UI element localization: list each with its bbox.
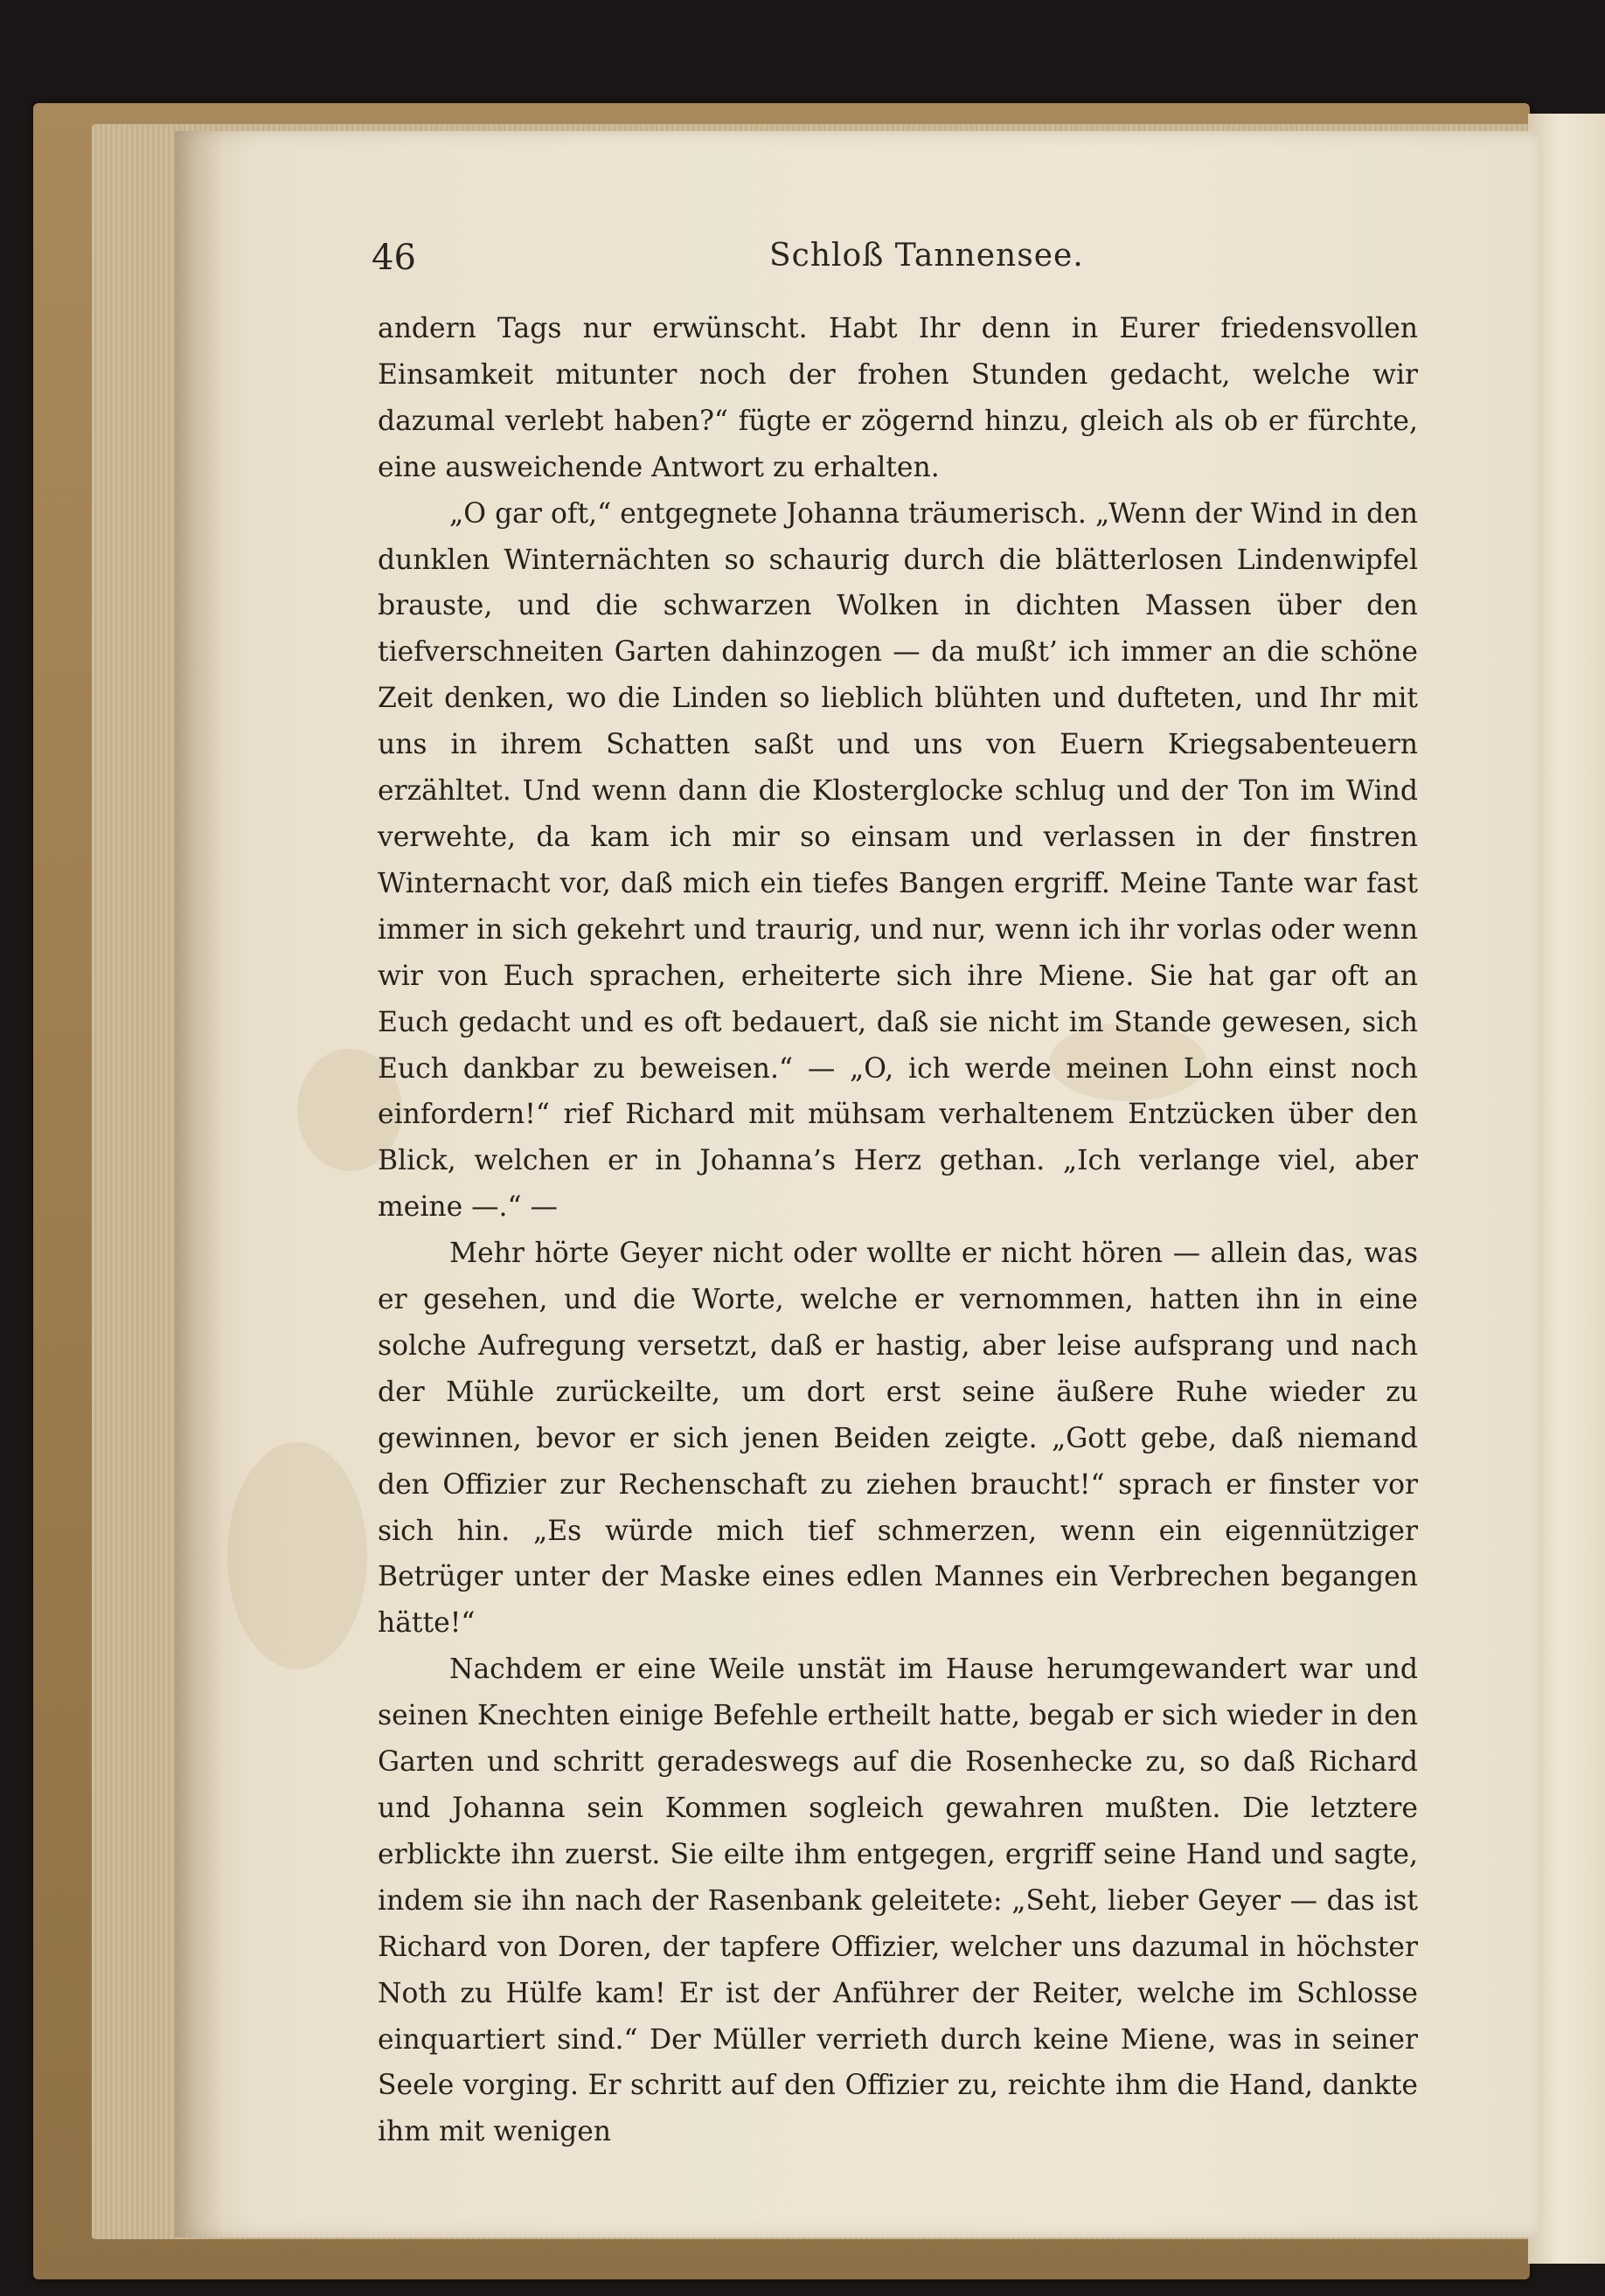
paragraph: Nachdem er eine Weile unstät im Hause herumgewandert war und seinen Knechten einige Befehle ertheilt hatte, begab er sich wieder in den Garten und schritt geradeswegs auf die Rosenhecke zu, so daß Richard und Johanna sein Kommen sogleich gewahren mußten. Die letztere erblickte ihn zuerst. Sie eilte ihm entgegen, ergriff seine Hand und sagte, indem sie ihn nach der Rasenbank geleitete: „Seht, lieber Geyer — das ist Richard von Doren, der tapfere Offizier, welcher uns dazumal in höchster Noth zu Hülfe kam! Er ist der Anführer der Reiter, welche im Schlosse einquartiert sind.“ Der Müller verrieth durch keine Miene, was in seiner Seele vorging. Er schritt auf den Offizier zu, reichte ihm die Hand, dankte ihm mit wenigen: [378, 1654, 1418, 2148]
page-edges-right: [1528, 114, 1605, 2264]
page-number: 46: [372, 238, 416, 278]
paragraph: andern Tags nur erwünscht. Habt Ihr denn in Eurer friedensvollen Einsamkeit mitunter noch der frohen Stunden gedacht, welche wir dazumal verlebt haben?“ fügte er zögernd hinzu, gleich als ob er fürchte, eine ausweichende Antwort zu erhalten.: [378, 313, 1418, 483]
running-head: [372, 229, 1421, 281]
paragraph: „O gar oft,“ entgegnete Johanna träumerisch. „Wenn der Wind in den dunklen Winternächten so schaurig durch die blätterlosen Lindenwipfel brauste, und die schwarzen Wolken in dichten Massen über den tiefverschneiten Garten dahinzogen — da mußt’ ich immer an die schöne Zeit denken, wo die Linden so lieblich blühten und dufteten, und Ihr mit uns in ihrem Schatten saßt und uns von Euern Kriegsabenteuern erzähltet. Und wenn dann die Klosterglocke schlug und der Ton im Wind verwehte, da kam ich mir so einsam und verlassen in der finstren Winternacht vor, daß mich ein tiefes Bangen ergriff. Meine Tante war fast immer in sich gekehrt und traurig, und nur, wenn ich ihr vorlas oder wenn wir von Euch sprachen, erheiterte sich ihre Miene. Sie hat gar oft an Euch gedacht und es oft bedauert, daß sie nicht im Stande gewesen, sich Euch dankbar zu beweisen.“ — „O, ich werde meinen Lohn einst noch einfordern!“ rief Richard mit mühsam verhaltenem Entzücken über den Blick, welchen er in Johanna’s Herz gethan. „Ich verlange viel, aber meine —.“ —: [378, 497, 1418, 1224]
body-text: [378, 306, 1418, 2155]
paper-stain: [227, 1442, 367, 1669]
running-title: Schloß Tannensee.: [769, 238, 1084, 274]
paragraph: Mehr hörte Geyer nicht oder wollte er nicht hören — allein das, was er gesehen, und die Worte, welche er vernommen, hatten ihn in eine solche Aufregung versetzt, daß er hastig, aber leise aufsprang und nach der Mühle zurückeilte, um dort erst seine äußere Ruhe wieder zu gewinnen, bevor er sich jenen Beiden zeigte. „Gott gebe, daß niemand den Offizier zur Rechenschaft zu ziehen braucht!“ sprach er finster vor sich hin. „Es würde mich tief schmerzen, wenn ein eigennütziger Betrüger unter der Maske eines edlen Mannes ein Verbrechen begangen hätte!“: [378, 1238, 1418, 1640]
gutter-shadow: [175, 131, 223, 2237]
